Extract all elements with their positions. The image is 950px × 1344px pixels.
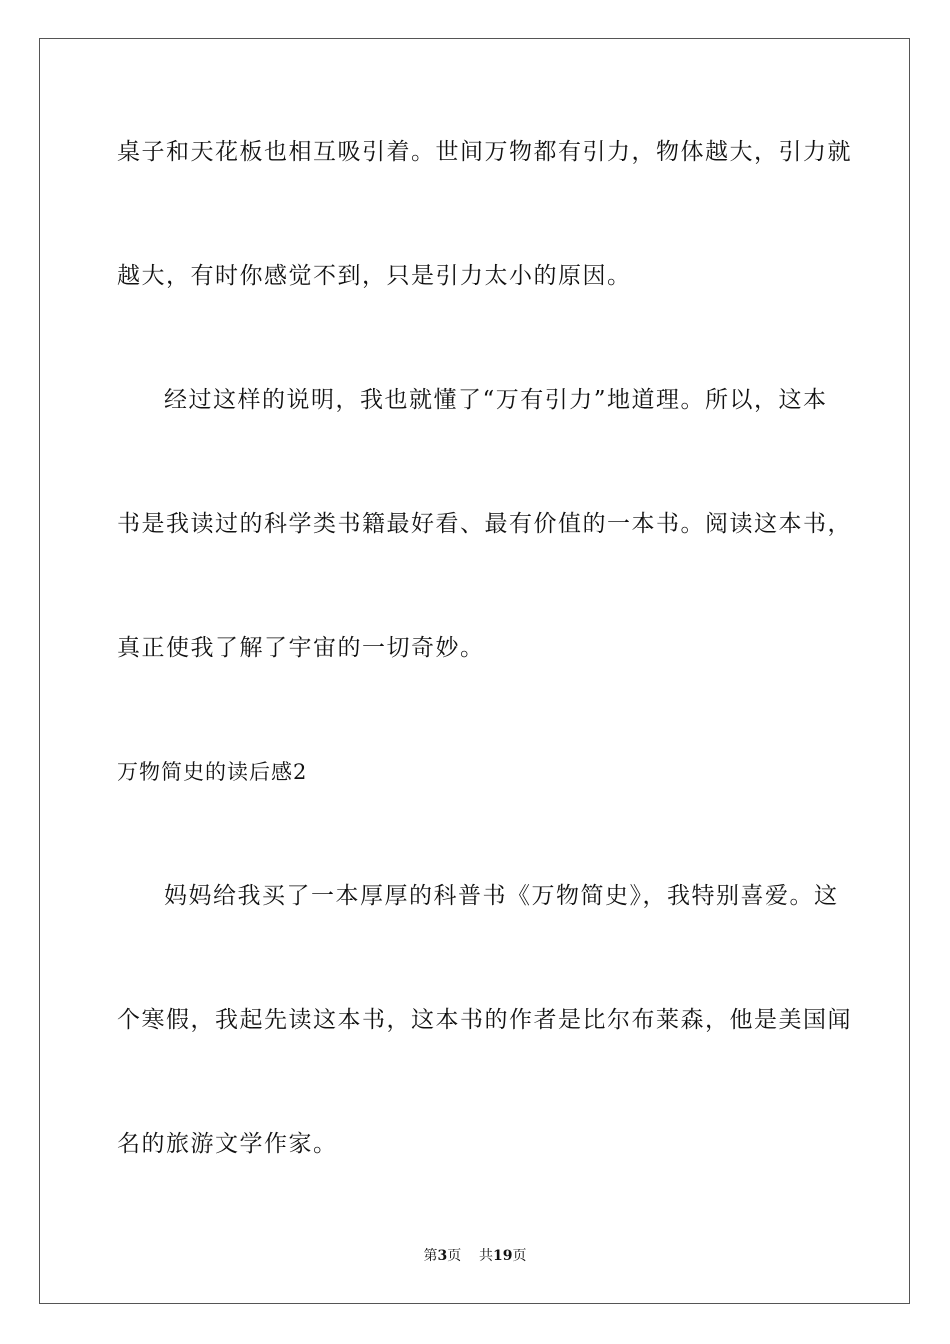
page-border	[39, 38, 910, 1304]
paragraph-line-7: 个寒假，我起先读这本书，这本书的作者是比尔布莱森，他是美国闻	[117, 1007, 852, 1033]
footer-total-suffix: 页	[512, 1248, 527, 1264]
section-heading: 万物简史的读后感2	[117, 760, 308, 784]
paragraph-line-5: 真正使我了解了宇宙的一切奇妙。	[117, 635, 485, 661]
page-footer	[0, 1247, 950, 1265]
paragraph-line-2: 越大，有时你感觉不到，只是引力太小的原因。	[117, 263, 632, 289]
footer-page-suffix: 页	[447, 1248, 462, 1264]
paragraph-line-3: 经过这样的说明，我也就懂了“万有引力”地道理。所以，这本	[164, 387, 828, 413]
paragraph-line-8: 名的旅游文学作家。	[117, 1131, 338, 1157]
paragraph-line-1: 桌子和天花板也相互吸引着。世间万物都有引力，物体越大，引力就	[117, 139, 852, 165]
footer-page-prefix: 第	[423, 1248, 438, 1264]
footer-total-prefix: 共	[479, 1248, 494, 1264]
paragraph-line-6: 妈妈给我买了一本厚厚的科普书《万物简史》，我特别喜爱。这	[164, 883, 839, 909]
footer-total-pages: 19	[493, 1248, 513, 1264]
paragraph-line-4: 书是我读过的科学类书籍最好看、最有价值的一本书。阅读这本书，	[117, 511, 852, 537]
footer-page-number: 3	[437, 1248, 448, 1264]
